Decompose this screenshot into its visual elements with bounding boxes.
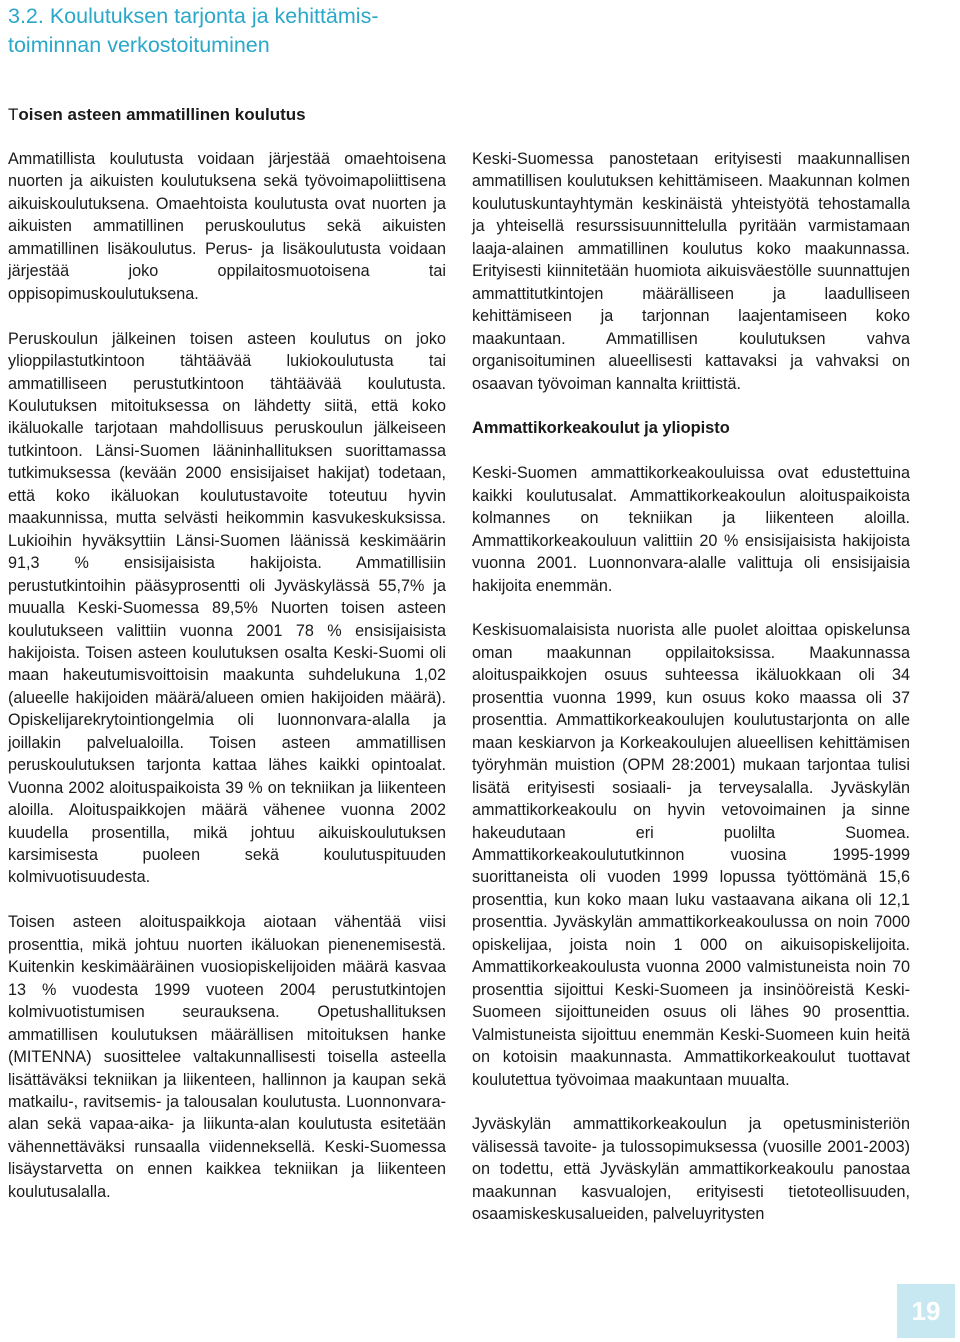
paragraph: Toisen asteen aloituspaikkoja aiotaan vähentää viisi prosenttia, mikä johtuu nuorten ikäluokan pienenemisestä. Kuitenkin keskimääräinen vuosiopiskelijoiden määrä kasvaa 13 % vuodesta 1999 vuoteen 2004 perustutkintojen kolmivuotistumisen seurauksena. Opetushallituksen ammatillisen koulutuksen määrällisen mitoituksen hanke (MITENNA) suosittelee valtakunnallisesti toisella asteella lisättäväksi tekniikan ja liikenteen, hallinnon ja kaupan sekä matkailu-, ravitsemis- ja talousalan koulutusta. Luonnonvara-alan sekä vapaa-aika- ja liikunta-alan koulutusta esitetään vähennettäväksi runsaalla viidenneksellä. Keski-Suomessa lisäystarvetta on ennen kaikkea tekniikan ja liikenteen koulutusalalla. [8,913,446,1201]
right-column [472,148,910,1248]
page-number: 19 [897,1284,955,1338]
paragraph: Keski-Suomen ammattikorkeakouluissa ovat edustettuina kaikki koulutusalat. Ammattikorkeakoulun aloituspaikoista kolmannes on tekniikan ja liikenteen aloilla. Ammattikorkeakouluun valittiin 20 % ensisijaisista hakijoista vuonna 2001. Luonnonvara-alalle valittuja oli ensisijaisia hakijoita enemmän. [472,464,910,595]
subheading-text: oisen asteen ammatillinen koulutus [18,105,306,124]
paragraph: Ammatillista koulutusta voidaan järjestää omaehtoisena nuorten ja aikuisten koulutuksena sekä työvoimapoliittisena aikuiskoulutuksena. Omaehtoista koulutusta ovat nuorten ja aikuisten ammatillinen peruskoulutus sekä aikuisten ammatillinen lisäkoulutus. Perus- ja lisäkoulutusta voidaan järjestää joko oppilaitosmuotoisena tai oppisopimuskoulutuksena. [8,150,446,303]
paragraph: Keski-Suomessa panostetaan erityisesti maakunnallisen ammatillisen koulutuksen kehittämiseen. Maakunnan kolmen koulutuskuntayhtymän keskinäistä yhteistyötä tehostamalla ja yhteisellä resurssisuunnittelulla pyritään varmistamaan laaja-alainen ammatillinen koulutus koko maakunnassa. Erityisesti kiinnitetään huomiota aikuisväestölle suunnattujen ammattitutkintojen määrälliseen ja laadulliseen kehittämiseen ja tarjonnan laajentamiseen koko maakuntaan. Ammatillisen koulutuksen vahva organisoituminen alueellisesti kattavaksi ja vahvaksi on osaavan työvoiman kannalta kriittistä. [472,150,910,393]
paragraph: Jyväskylän ammattikorkeakoulun ja opetusministeriön välisessä tavoite- ja tulossopimuksessa (vuosille 2001-2003) on todettu, että Jyväskylän ammattikorkeakoulu panostaa maakunnan kasvualojen, erityisesti tietoteollisuuden, osaamiskeskusalueiden, palveluyritysten [472,1115,910,1224]
paragraph: Peruskoulun jälkeinen toisen asteen koulutus on joko ylioppilastutkintoon tähtäävää lukiokoulutusta tai ammatilliseen perustutkintoon tähtäävää koulutusta. Koulutuksen mitoituksessa on lähdetty siitä, että koko ikäluokalle tarjotaan mahdollisuus peruskoulun jälkeiseen tutkintoon. Länsi-Suomen lääninhallituksen suorittamassa tutkimuksessa (kevään 2000 ensisijaiset hakijat) todetaan, että koko ikäluokan koulutustavoite toteutuu hyvin maakunnissa, mutta selvästi heikommin kasvukeskuksissa. Lukioihin hyväksyttiin Länsi-Suomen läänissä keskimäärin 91,3 % ensisijaisista hakijoista. Ammatillisiin perustutkintoihin pääsyprosentti oli Jyväskylässä 55,7% ja muualla Keski-Suomessa 89,5% Nuorten toisen asteen koulutukseen valittiin vuonna 2001 78 % ensisijaisista hakijoista. Toisen asteen koulutuksen osalta Keski-Suomi oli maan hakeutumisvoittoisin maakunta suhdelukuna 1,02 (alueelle hakijoiden määrä/alueen omien hakijoiden määrä). Opiskelijarekrytointiongelmia oli luonnonvara-alalla ja joillakin palvelualoilla. Toisen asteen ammatillisen peruskoulutuksen tarjonta kattaa lähes kaikki opintoalat. Vuonna 2002 aloituspaikoista 39 % on tekniikan ja liikenteen aloilla. Aloituspaikkojen määrä vähenee vuonna 2002 kuudella prosentilla, mikä johtuu aikuiskoulutuksen karsimisesta puoleen sekä koulutuspituuden kolmivuotisuudesta. [8,329,446,887]
column-heading: Ammattikorkeakoulut ja yliopisto [472,419,730,438]
paragraph: Keskisuomalaisista nuorista alle puolet aloittaa opiskelunsa oman maakunnan oppilaitoksissa. Maakunnassa aloituspaikkojen osuus suhteessa ikäluokkaan oli 34 prosenttia vuonna 1999, kun osuus koko maassa oli 37 prosenttia. Ammattikorkeakoulujen koulutustarjonta on alle maan keskiarvon ja Korkeakoulujen alueellisen kehittämisen työryhmän muistion (OPM 28:2001) mukaan tarjontaa tulisi lisätä erityisesti sosiaali- ja terveysalalla. Jyväskylän ammattikorkeakoulu on hyvin vetovoimainen ja sinne hakeudutaan eri puolilta Suomea. Ammattikorkeakoulututkinnon vuosina 1995-1999 suorittaneista oli vuoden 1999 lopussa työttömänä 15,6 prosenttia, kun koko maan luku vastaavana aikana oli 12,1 prosenttia. Jyväskylän ammattikorkeakoulussa on noin 7000 opiskelijaa, joista noin 1 000 on aikuisopiskelijoita. Ammattikorkeakoulusta vuonna 2000 valmistuneista noin 70 prosenttia sijoittui Keski-Suomeen ja insinööreistä Keski-Suomeen sijoittuneiden osuus oli lähes 90 prosenttia. Valmistuneista sijoittuu enemmän Keski-Suomeen kuin heitä on kotoisin maakunnasta. Ammattikorkeakoulut tuottavat koulutettua työvoimaa maakuntaan muualta. [472,621,910,1089]
subheading [8,103,306,127]
left-column [8,148,446,1226]
section-heading: 3.2. Koulutuksen tarjonta ja kehittämis-toiminnan verkostoituminen [8,4,379,57]
subheading-initial: T [8,105,19,124]
